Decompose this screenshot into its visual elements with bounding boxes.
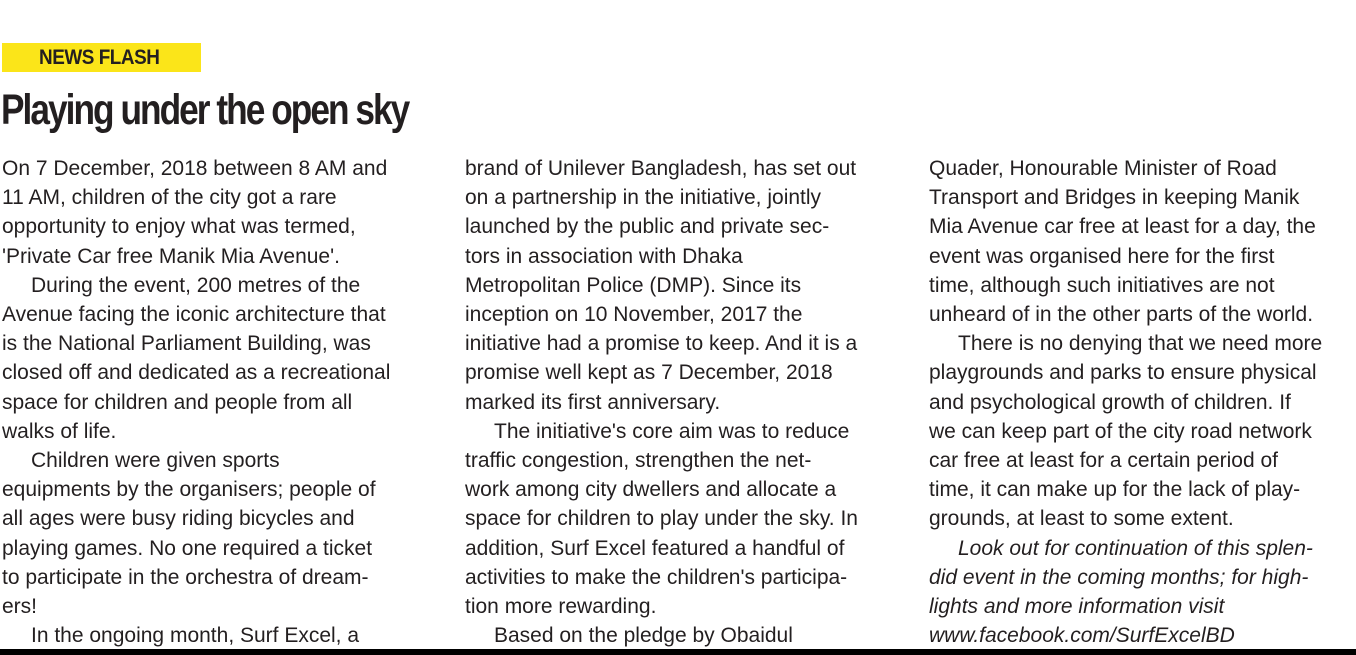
column-2-line: Based on the pledge by Obaidul bbox=[494, 624, 793, 648]
column-3-line: lights and more information visit bbox=[929, 595, 1225, 619]
column-3-line: There is no denying that we need more bbox=[958, 332, 1323, 356]
column-2-line: marked its first anniversary. bbox=[465, 390, 721, 414]
column-1-line: closed off and dedicated as a recreational bbox=[2, 361, 391, 385]
column-1-line: ers! bbox=[2, 595, 38, 619]
column-3-line: Look out for continuation of this splen- bbox=[958, 536, 1313, 560]
column-1-line: all ages were busy riding bicycles and bbox=[2, 507, 355, 531]
column-3-line: Mia Avenue car free at least for a day, the bbox=[929, 215, 1316, 239]
column-1-line: During the event, 200 metres of the bbox=[31, 273, 361, 297]
column-1-line: On 7 December, 2018 between 8 AM and bbox=[2, 157, 388, 180]
column-2-line: space for children to play under the sky. In bbox=[465, 507, 858, 531]
column-2-line: The initiative's core aim was to reduce bbox=[494, 419, 850, 443]
column-3-line: event was organised here for the first bbox=[929, 244, 1275, 268]
column-2-line: tion more rewarding. bbox=[465, 595, 657, 619]
column-3-line: we can keep part of the city road network bbox=[929, 419, 1312, 443]
column-3-line: time, it can make up for the lack of play- bbox=[929, 478, 1301, 502]
column-1-line: 'Private Car free Manik Mia Avenue'. bbox=[2, 244, 340, 268]
column-2-line: on a partnership in the initiative, jointly bbox=[465, 186, 822, 210]
facebook-link: www.facebook.com/SurfExcelBD bbox=[929, 624, 1235, 648]
column-3-line: grounds, at least to some extent. bbox=[929, 507, 1234, 531]
column-1-line: In the ongoing month, Surf Excel, a bbox=[31, 624, 360, 648]
article-column-3 bbox=[929, 154, 1356, 650]
column-3-line: playgrounds and parks to ensure physical bbox=[929, 361, 1317, 385]
column-3-line: and psychological growth of children. If bbox=[929, 390, 1291, 414]
column-2-line: activities to make the children's participa- bbox=[465, 565, 848, 589]
column-3-line: time, although such initiatives are not bbox=[929, 273, 1275, 297]
column-2-line: tors in association with Dhaka bbox=[465, 244, 743, 268]
article-column-2 bbox=[465, 154, 895, 650]
news-flash-label: NEWS FLASH bbox=[39, 46, 160, 69]
column-1-line: Children were given sports bbox=[31, 449, 280, 473]
column-3-line: unheard of in the other parts of the world. bbox=[929, 303, 1314, 327]
column-2-line: brand of Unilever Bangladesh, has set out bbox=[465, 157, 857, 180]
column-1-line: space for children and people from all bbox=[2, 390, 353, 414]
column-1-line: playing games. No one required a ticket bbox=[2, 536, 373, 560]
column-2-line: inception on 10 November, 2017 the bbox=[465, 303, 803, 327]
column-1-line: 11 AM, children of the city got a rare bbox=[2, 186, 337, 210]
bottom-rule bbox=[0, 649, 1356, 655]
column-3-line: Transport and Bridges in keeping Manik bbox=[929, 186, 1300, 210]
article-headline: Playing under the open sky bbox=[1, 86, 409, 134]
column-2-line: launched by the public and private sec- bbox=[465, 215, 830, 239]
column-2-line: promise well kept as 7 December, 2018 bbox=[465, 361, 833, 385]
column-2-line: initiative had a promise to keep. And it is a bbox=[465, 332, 858, 356]
column-1-line: equipments by the organisers; people of bbox=[2, 478, 376, 502]
column-2-line: addition, Surf Excel featured a handful of bbox=[465, 536, 845, 560]
column-3-line: Quader, Honourable Minister of Road bbox=[929, 157, 1277, 180]
article-column-1 bbox=[2, 154, 432, 650]
column-3-line: did event in the coming months; for high- bbox=[929, 565, 1309, 589]
column-2-line: work among city dwellers and allocate a bbox=[465, 478, 837, 502]
column-1-line: to participate in the orchestra of dream- bbox=[2, 565, 369, 589]
news-flash-banner bbox=[2, 43, 201, 72]
column-1-line: Avenue facing the iconic architecture that bbox=[2, 303, 386, 327]
column-1-line: is the National Parliament Building, was bbox=[2, 332, 371, 356]
column-2-line: traffic congestion, strengthen the net- bbox=[465, 449, 812, 473]
column-1-line: walks of life. bbox=[2, 419, 117, 443]
column-1-line: opportunity to enjoy what was termed, bbox=[2, 215, 356, 239]
column-3-line: car free at least for a certain period of bbox=[929, 449, 1279, 473]
column-2-line: Metropolitan Police (DMP). Since its bbox=[465, 273, 802, 297]
